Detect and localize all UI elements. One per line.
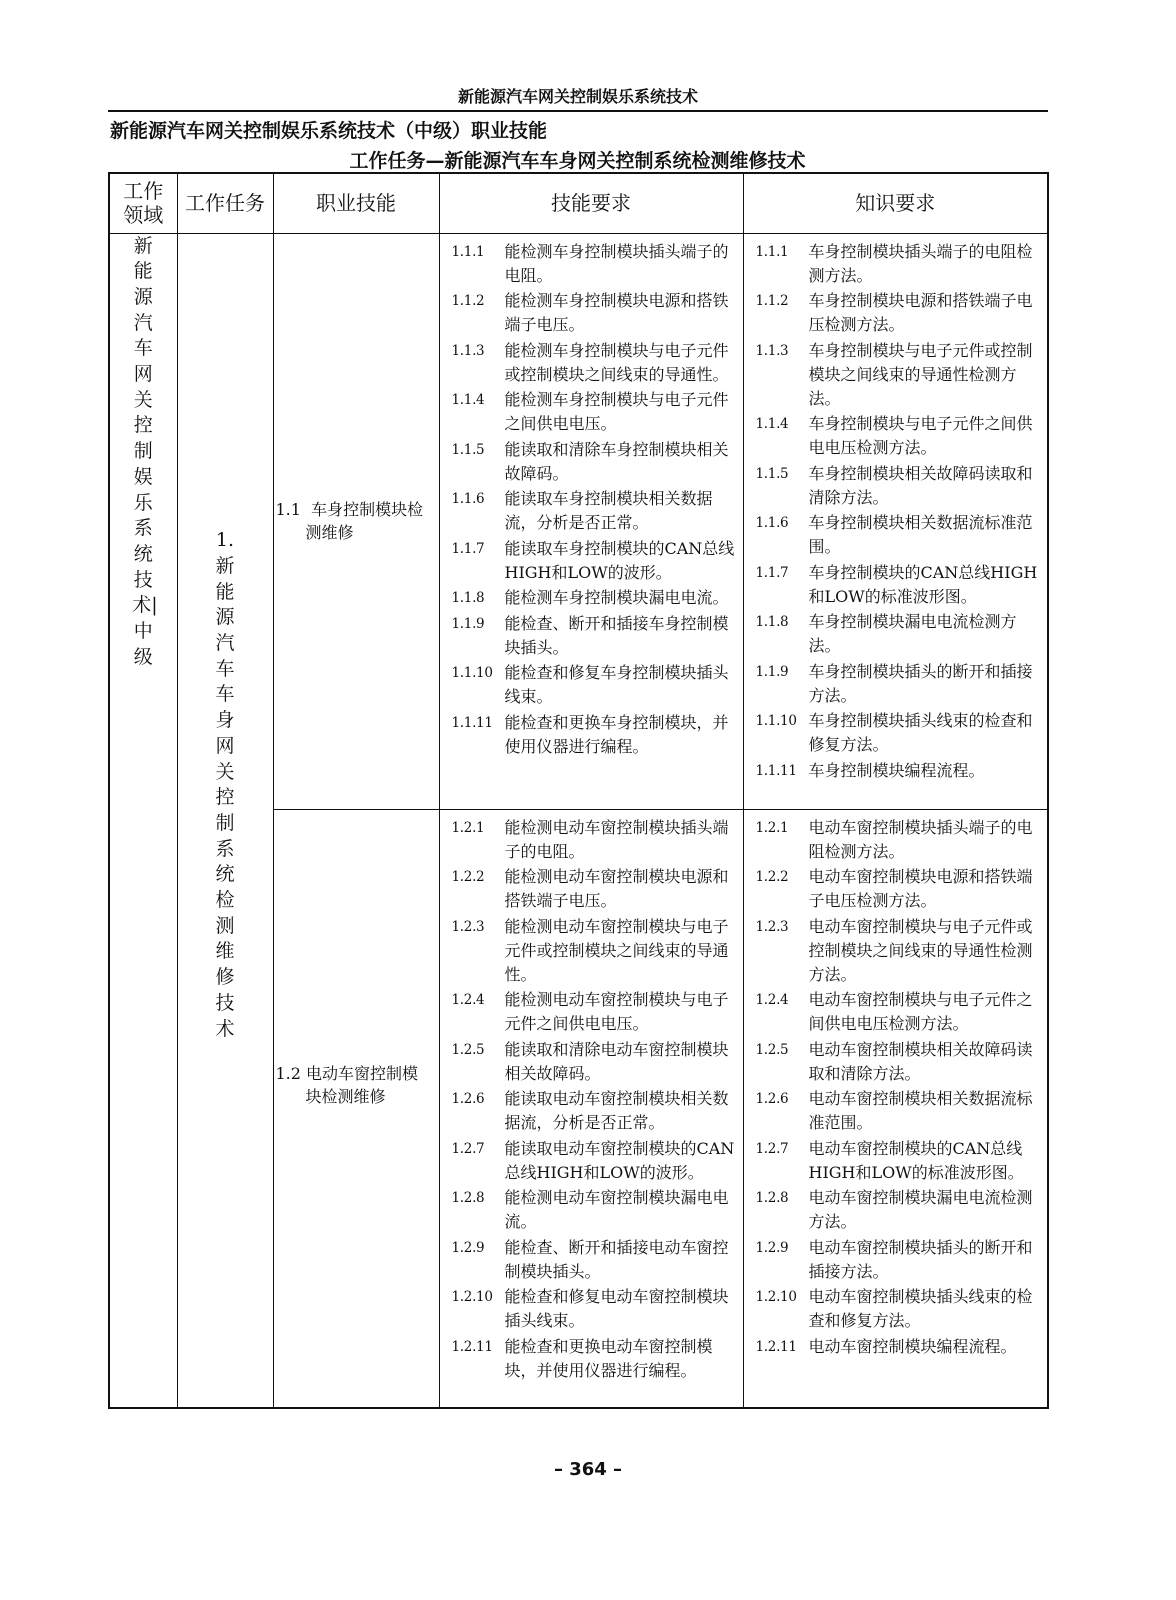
skills-table [108,172,1049,1409]
item-text: 能检测车身控制模块电源和搭铁端子电压。 [504,291,729,334]
list-item [452,915,735,987]
list-item [756,759,1040,783]
header-knowledge-requirements: 知识要求 [743,173,1048,233]
item-text: 电动车窗控制模块相关数据流标准范围。 [808,1089,1033,1132]
list-item [452,816,735,864]
item-number: 1.2.9 [755,1239,789,1256]
item-number: 1.1.11 [451,714,493,731]
item-number: 1.1.9 [451,615,485,632]
item-number: 1.1.1 [755,243,789,260]
item-number: 1.2.7 [755,1140,789,1157]
running-header: 新能源汽车网关控制娱乐系统技术 [108,86,1048,112]
header-skill: 职业技能 [273,173,439,233]
header-task: 工作任务 [177,173,273,233]
list-item [452,339,735,387]
list-item [756,1137,1040,1185]
item-number: 1.1.9 [755,663,789,680]
list-item [756,1285,1040,1333]
list-item [452,1186,735,1234]
item-text: 车身控制模块漏电电流检测方法。 [808,612,1017,655]
list-item [756,412,1040,460]
list-item [756,1335,1040,1359]
skill-cell [273,233,439,809]
list-item [756,561,1040,609]
item-number: 1.2.9 [451,1239,485,1256]
list-item [756,511,1040,559]
item-number: 1.1.3 [451,342,485,359]
item-number: 1.1.11 [755,762,797,779]
item-number: 1.2.11 [451,1338,493,1355]
header-skill-requirements: 技能要求 [439,173,743,233]
item-text: 能检测电动车窗控制模块与电子元件或控制模块之间线束的导通性。 [504,916,729,984]
table-row [109,233,1048,809]
item-number: 1.2.10 [451,1289,493,1305]
list-item [756,915,1040,987]
item-text: 能检测车身控制模块与电子元件之间供电电压。 [504,390,729,433]
item-text: 能检查和修复车身控制模块插头线束。 [504,663,729,706]
list-item [756,865,1040,913]
item-text: 车身控制模块与电子元件或控制模块之间线束的导通性检测方法。 [808,340,1033,408]
item-number: 1.1.10 [755,713,797,729]
list-item [756,660,1040,708]
item-number: 1.2.7 [451,1140,485,1157]
item-text: 能检测电动车窗控制模块漏电电流。 [504,1188,729,1231]
knowledge-requirements-list [743,233,1048,809]
knowledge-requirements-list [743,809,1048,1408]
list-item [452,537,735,585]
item-number: 1.1.5 [755,465,789,482]
item-text: 能检测车身控制模块漏电电流。 [504,588,729,607]
item-text: 能读取和清除车身控制模块相关故障码。 [504,439,729,483]
item-text: 电动车窗控制模块的CAN总线HIGH和LOW的标准波形图。 [808,1138,1024,1182]
list-item [756,289,1040,337]
list-item [452,586,735,610]
work-domain-cell [109,233,177,1408]
item-number: 1.1.4 [755,416,789,432]
item-text: 电动车窗控制模块插头端子的电阻检测方法。 [808,817,1033,861]
list-item [452,1038,735,1086]
item-text: 电动车窗控制模块与电子元件或控制模块之间线束的导通性检测方法。 [808,916,1033,984]
list-item [452,1087,735,1135]
item-number: 1.2.2 [755,869,789,885]
list-item [756,240,1040,288]
list-item [756,1186,1040,1234]
list-item [756,709,1040,757]
item-number: 1.1.8 [451,590,485,606]
list-item [452,388,735,436]
item-number: 1.1.1 [451,243,485,260]
item-text: 电动车窗控制模块与电子元件之间供电电压检测方法。 [808,990,1033,1033]
item-text: 车身控制模块相关数据流标准范围。 [808,513,1033,556]
list-item [756,1236,1040,1284]
item-number: 1.1.2 [451,293,485,309]
skill-requirements-list [439,233,743,809]
list-item [756,1087,1040,1135]
item-text: 电动车窗控制模块漏电电流检测方法。 [808,1188,1033,1231]
list-item [756,1038,1040,1086]
item-text: 能检查、断开和插接电动车窗控制模块插头。 [504,1237,729,1281]
item-text: 能检测车身控制模块与电子元件或控制模块之间线束的导通性。 [504,340,729,384]
item-text: 车身控制模块编程流程。 [808,760,985,780]
list-item [756,339,1040,411]
item-text: 电动车窗控制模块插头线束的检查和修复方法。 [808,1287,1033,1330]
item-number: 1.2.2 [451,869,485,885]
item-number: 1.1.10 [451,665,493,681]
item-text: 能检测电动车窗控制模块插头端子的电阻。 [504,817,729,861]
list-item [452,438,735,486]
item-text: 车身控制模块插头端子的电阻检测方法。 [808,241,1033,285]
item-text: 能检查和更换电动车窗控制模块，并使用仪器进行编程。 [504,1336,713,1380]
item-text: 车身控制模块相关故障码读取和清除方法。 [808,463,1033,507]
item-number: 1.2.3 [451,918,485,935]
list-item [756,988,1040,1036]
item-number: 1.2.6 [755,1091,789,1107]
item-text: 车身控制模块的CAN总线HIGH和LOW的标准波形图。 [808,562,1038,606]
item-text: 能读取电动车窗控制模块的CAN总线HIGH和LOW的波形。 [504,1138,735,1182]
item-text: 能读取和清除电动车窗控制模块相关故障码。 [504,1039,729,1083]
list-item [452,1335,735,1383]
item-number: 1.1.4 [451,392,485,408]
item-number: 1.2.4 [755,992,789,1008]
document-title: 新能源汽车网关控制娱乐系统技术（中级）职业技能 [110,120,548,142]
item-text: 能检查和更换车身控制模块，并使用仪器进行编程。 [504,712,729,756]
list-item [452,289,735,337]
item-text: 电动车窗控制模块插头的断开和插接方法。 [808,1237,1033,1281]
item-number: 1.2.3 [755,918,789,935]
item-text: 车身控制模块插头线束的检查和修复方法。 [808,711,1033,754]
item-text: 能读取电动车窗控制模块相关数据流，分析是否正常。 [504,1089,729,1132]
page-number: – 364 – [553,1459,623,1480]
item-text: 能检查、断开和插接车身控制模块插头。 [504,613,729,657]
item-text: 能检测车身控制模块插头端子的电阻。 [504,241,729,285]
item-number: 1.1.3 [755,342,789,359]
item-number: 1.2.8 [451,1190,485,1206]
table-header-row [109,173,1048,233]
list-item [452,487,735,535]
item-number: 1.1.2 [755,293,789,309]
item-text: 电动车窗控制模块编程流程。 [808,1336,1017,1356]
list-item [452,988,735,1036]
item-number: 1.1.7 [451,540,485,557]
item-text: 车身控制模块与电子元件之间供电电压检测方法。 [808,414,1033,457]
list-item [452,711,735,759]
item-number: 1.1.8 [755,614,789,630]
list-item [452,240,735,288]
item-text: 电动车窗控制模块电源和搭铁端子电压检测方法。 [808,867,1033,910]
skill-requirements-list [439,809,743,1408]
item-number: 1.2.8 [755,1190,789,1206]
item-text: 能读取车身控制模块的CAN总线HIGH和LOW的波形。 [504,538,735,582]
list-item [756,816,1040,864]
item-text: 能检查和修复电动车窗控制模块插头线束。 [504,1287,729,1330]
item-number: 1.2.6 [451,1091,485,1107]
document-subtitle: 工作任务—新能源汽车车身网关控制系统检测维修技术 [349,150,806,172]
work-task-text: 1.新能源汽车车身网关控制系统检测维修技术 [215,529,235,1040]
item-text: 车身控制模块插头的断开和插接方法。 [808,661,1033,705]
item-number: 1.1.6 [451,491,485,507]
work-domain-text: 新能源汽车网关控制娱乐系统技术|中级 [132,234,158,668]
item-text: 能读取车身控制模块相关数据流，分析是否正常。 [504,489,713,532]
list-item [452,1236,735,1284]
item-number: 1.1.6 [755,515,789,531]
item-number: 1.2.1 [755,819,789,836]
skill-cell [273,809,439,1408]
skill-label: 1.2 电动车窗控制模块检测维修 [275,1063,419,1106]
item-number: 1.2.4 [451,992,485,1008]
header-domain: 工作领域 [109,173,177,233]
item-text: 电动车窗控制模块相关故障码读取和清除方法。 [808,1039,1033,1083]
list-item [452,612,735,660]
item-number: 1.1.5 [451,441,485,458]
item-text: 能检测电动车窗控制模块电源和搭铁端子电压。 [504,867,729,910]
work-task-cell [177,233,273,1408]
item-number: 1.2.5 [755,1041,789,1058]
item-number: 1.2.10 [755,1289,797,1305]
item-number: 1.2.11 [755,1338,797,1355]
list-item [756,462,1040,510]
list-item [452,1285,735,1333]
item-number: 1.1.7 [755,564,789,581]
list-item [452,661,735,709]
item-number: 1.2.5 [451,1041,485,1058]
list-item [452,1137,735,1185]
item-text: 能检测电动车窗控制模块与电子元件之间供电电压。 [504,990,729,1033]
item-text: 车身控制模块电源和搭铁端子电压检测方法。 [808,291,1033,334]
list-item [452,865,735,913]
list-item [756,610,1040,658]
skill-label: 1.1 车身控制模块检测维修 [275,499,424,542]
item-number: 1.2.1 [451,819,485,836]
